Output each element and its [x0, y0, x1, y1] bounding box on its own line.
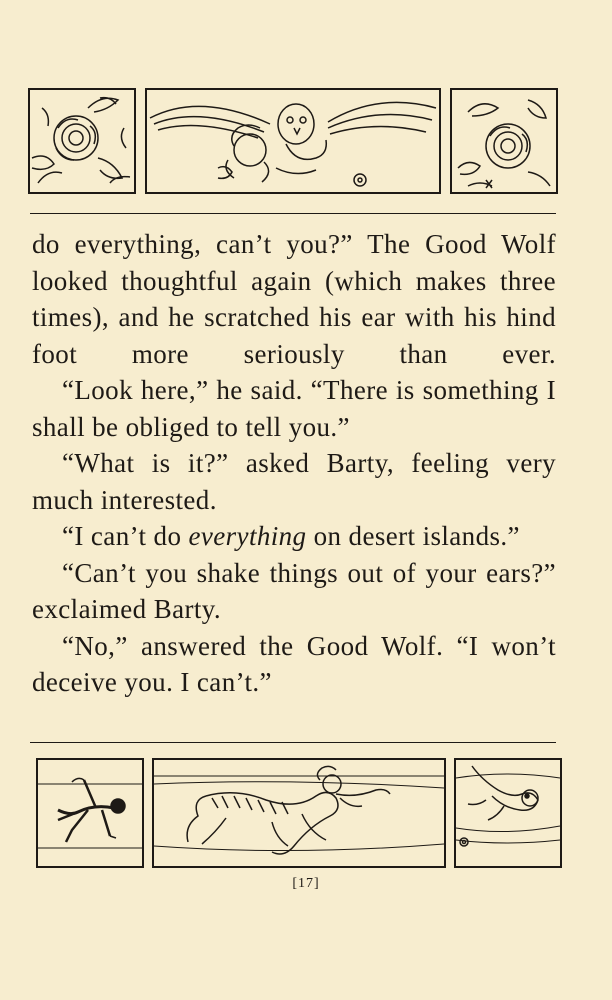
paragraph-5: “Can’t you shake things out of your ears?” exclaimed Barty. — [32, 557, 556, 624]
page-number: [17] — [292, 876, 320, 891]
rose-illustration-left — [29, 89, 135, 193]
owl-and-child-illustration — [146, 89, 440, 193]
paragraph-4-start: “I can’t do — [62, 521, 189, 551]
paragraph-6: “No,” answered the Good Wolf. “I won’t deceive you. I can’t.” — [32, 630, 556, 697]
rose-illustration-right — [451, 89, 557, 193]
paragraph-4-end: on desert islands.” — [306, 521, 520, 551]
paragraph-4 — [32, 518, 556, 555]
paragraph-4-emphasis: everything — [188, 521, 307, 551]
running-beast-illustration — [153, 759, 445, 867]
diving-bird-illustration — [455, 759, 561, 867]
page-text-block — [32, 226, 556, 701]
paragraph-2: “Look here,” he said. “There is something I shall be obliged to tell you.” — [32, 375, 556, 442]
tumbling-figure-illustration — [37, 759, 143, 867]
header-illustration-band — [28, 88, 558, 198]
paragraph-3: “What is it?” asked Barty, feeling very much interested. — [32, 448, 556, 515]
paragraph-1: do everything, can’t you?” The Good Wolf looked thoughtful again (which makes three times), and he scratched his ear with his hind foot more seriously than ever. — [32, 229, 556, 369]
top-divider-rule — [30, 213, 556, 214]
footer-illustration-band — [36, 758, 562, 870]
bottom-divider-rule — [30, 742, 556, 743]
